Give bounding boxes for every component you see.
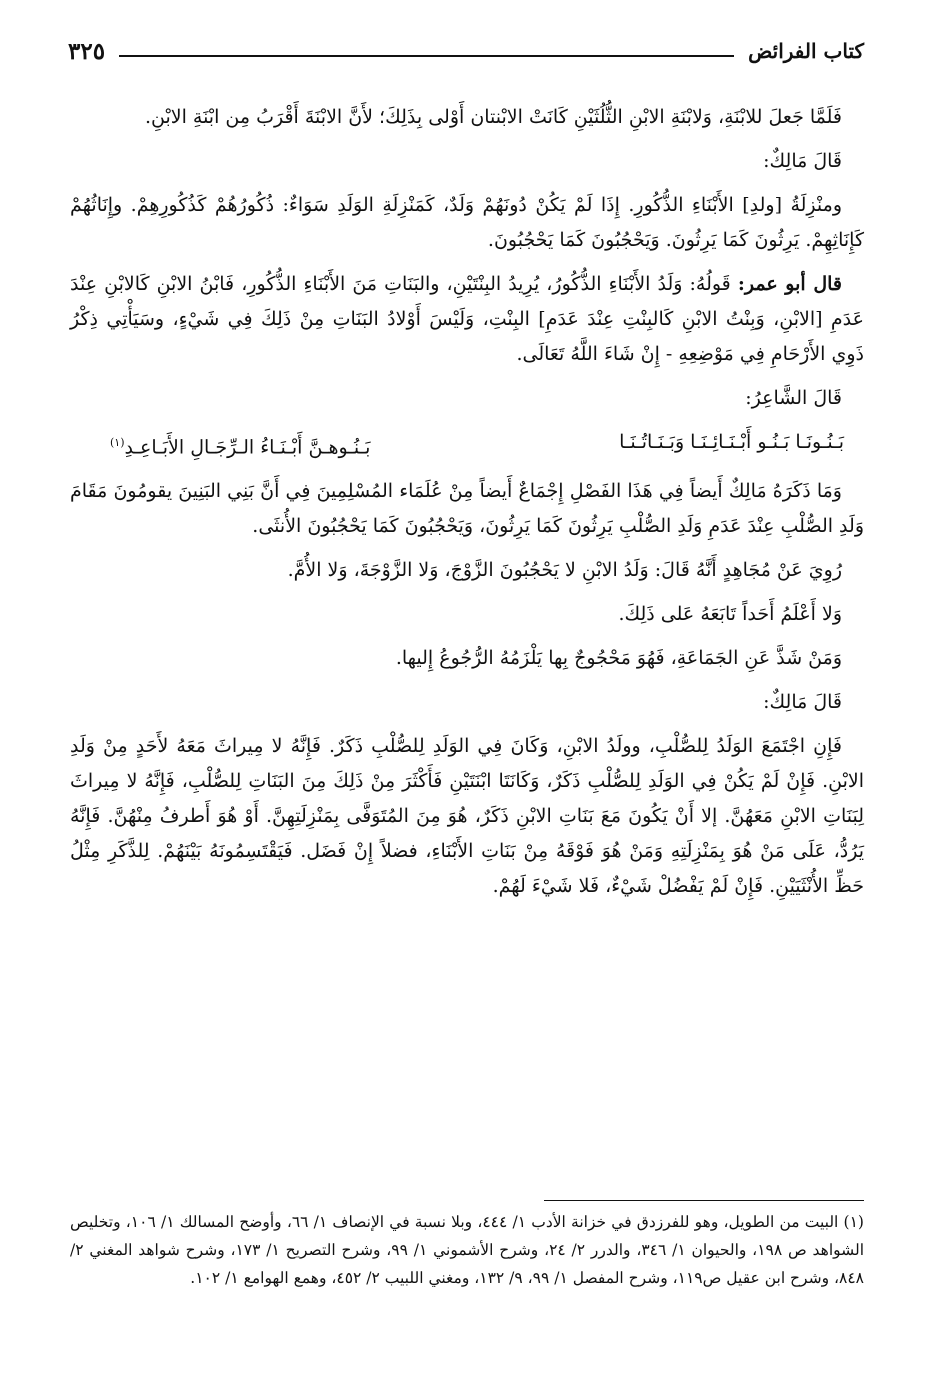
paragraph: ومنْزِلَةُ [ولدِ] الأَبْنَاءِ الذُّكُورِ. إِذَا لَمْ يَكُنْ دُونَهُمْ وَلَدٌ، كَمَنْزِلَةِ الوَلَدِ سَوَاءٌ: ذُكُورُهُمْ كَذُكُورِهِمْ. وإِنَاثُهُمْ كَإِنَاثِهِمْ. يَرِثُونَ كَمَا يَرِثُونَ. وَيَحْجُبُونَ كَمَا يَحْجُبُونَ.: [70, 194, 864, 251]
header-rule: [119, 55, 734, 57]
poem-hemistich-right: بَـنُـونَـا بَـنُـو أَبْـنَـائِـنَـا وَبَـنَـاتُـنَـا: [619, 431, 844, 453]
poem-verse: [70, 425, 864, 465]
poem-hemistich-left: بَـنُـوهـنَّ أَبْـنَـاءُ الـرِّجَـالِ الأَبَـاعِـدِ$^{(١)}$: [110, 436, 371, 459]
running-header: [68, 34, 864, 68]
footnote-rule: [544, 1200, 864, 1201]
footnote: (١) البيت من الطويل، وهو للفرزدق في خزانة الأدب ١/ ٤٤٤، وبلا نسبة في الإنصاف ١/ ٦٦، وأوضح المسالك ١/ ١٠٦، وتخليص الشواهد ص ١٩٨، والحيوان ١/ ٣٤٦، والدرر ٢/ ٢٤، وشرح الأشموني ١/ ٩٩، وشرح التصريح ١/ ١٧٣، وشرح شواهد المغني ٢/ ٨٤٨، وشرح ابن عقيل ص١١٩، وشرح المفصل ١/ ٩٩، ٩/ ١٣٢، ومغني اللبيب ٢/ ٤٥٢، وهمع الهوامع ١/ ١٠٢.: [70, 1213, 864, 1287]
paragraph: رُوِيَ عَنْ مُجَاهِدٍ أَنَّهُ قَالَ: وَلَدُ الابْنِ لا يَحْجُبُونَ الزَّوْجَ، وَلا الزَّوْجَةَ، وَلا الأُمَّ.: [287, 559, 842, 582]
author-lead: قال أبو عمر:: [737, 273, 842, 295]
section-heading: قَالَ مَالِكٌ:: [763, 150, 842, 172]
paragraph: وَلا أَعْلَمُ أَحَداً تَابَعَهُ عَلى ذَلِكَ.: [618, 603, 842, 626]
footnote-marker: (١): [110, 436, 125, 449]
book-title: كتاب الفرائض: [748, 39, 864, 63]
section-heading: قَالَ الشَّاعِرُ:: [745, 387, 842, 409]
page-number: ٣٢٥: [68, 37, 106, 65]
paragraph-text: قَولُهُ: وَلَدُ الأَبْنَاءِ الذُّكُورُ، يُرِيدُ البِنْتَيْنِ، والبَنَاتِ مَنَ الأَبْنَاءِ الذُّكُورِ، فَابْنُ الابْنِ كَالابْنِ عِنْدَ عَدَمِ [الابْنِ، وَبِنْتُ الابْنِ كَالبِنْتِ عِنْدَ عَدَمِ] البِنْتِ، وَلَيْسَ أَوْلادُ البَنَاتِ مِنْ ذَلِكَ فِي شَيْءٍ، وسَيَأْتِي ذِكْرُ ذَوِي الأَرْحَامِ فِي مَوْضِعِهِ - إِنْ شَاءَ اللَّهُ تَعَالَى.: [70, 273, 864, 365]
main-text: [70, 100, 864, 913]
section-heading: قَالَ مَالِكٌ:: [763, 691, 842, 714]
paragraph: فَلَمَّا جَعلَ للابْنَةِ، وَلابْنَةِ الابْنِ الثُّلُثَيْنِ كَانَتْ الابْنتان أَوْلى بِذَلِكَ؛ لأَنَّ الابْنَةَ أَقْرَبُ مِن ابْنَةِ الابْنِ.: [144, 106, 842, 128]
paragraph: [70, 267, 864, 372]
paragraph: فَإِنِ اجْتَمَعَ الوَلَدُ لِلصُّلْبِ، وولَدُ الابْنِ، وَكَانَ فِي الوَلَدِ لِلصُّلْبِ ذَكَرٌ. فَإِنَّهُ لا مِيراثَ مَعَهُ لأَحَدٍ مِنْ وَلَدِ الابْنِ. فَإِنْ لَمْ يَكُنْ فِي الوَلَدِ لِلصُّلْبِ ذَكَرٌ، وَكَانَتَا ابْنَتَيْنِ فَأَكْثَرَ مِنْ ذَلِكَ مِنَ البَنَاتِ لِلصُّلْبِ، فَإِنَّهُ لا مِيراثَ لِبَنَاتِ الابْنِ مَعَهُنَّ. إلا أَنْ يَكُونَ مَعَ بَنَاتِ الابْنِ ذَكَرٌ، هُوَ مِنَ المُتَوَفَّى بِمَنْزِلَتِهِنَّ. أَوْ هُوَ أَطرفُ مِنْهُنَّ. فَإِنَّهُ يَرُدُّ، عَلَى مَنْ هُوَ بِمَنْزِلَتِهِ وَمَنْ هُوَ فَوْقَهُ مِنْ بَنَاتِ الأَبْنَاءِ، فضلاً إِنْ فَضَل. فَيَقْتَسِمُونَهُ بَيْنَهُمْ. لِلذَّكَرِ مِثْلُ حَظِّ الأُنْثَيَيْنِ. فَإِنْ لَمْ يَفْضُلْ شَيْءٌ، فَلا شَيْءَ لَهُمْ.: [70, 735, 864, 898]
paragraph: وَمَا ذَكَرَهُ مَالِكٌ أَيضاً فِي هَذَا الفَصْلِ إِجْمَاعٌ أَيضاً مِنْ عُلَمَاء المُسْلِمِينَ فِي أَنَّ بَنِي البَنِينَ يقومُونَ مَقَامَ وَلَدِ الصُّلْبِ عِنْدَ عَدَمِ وَلَدِ الصُّلْبِ يَرِثُونَ كَمَا يَرِثُونَ، وَيَحْجُبُونَ كَمَا يَحْجُبُونَ الأُنثَى.: [70, 480, 864, 538]
paragraph: وَمَنْ شَذَّ عَنِ الجَمَاعَةِ، فَهُوَ مَحْجُوجٌ بِها يَلْزَمُهُ الرُّجُوعُ إِليها.: [395, 647, 842, 670]
